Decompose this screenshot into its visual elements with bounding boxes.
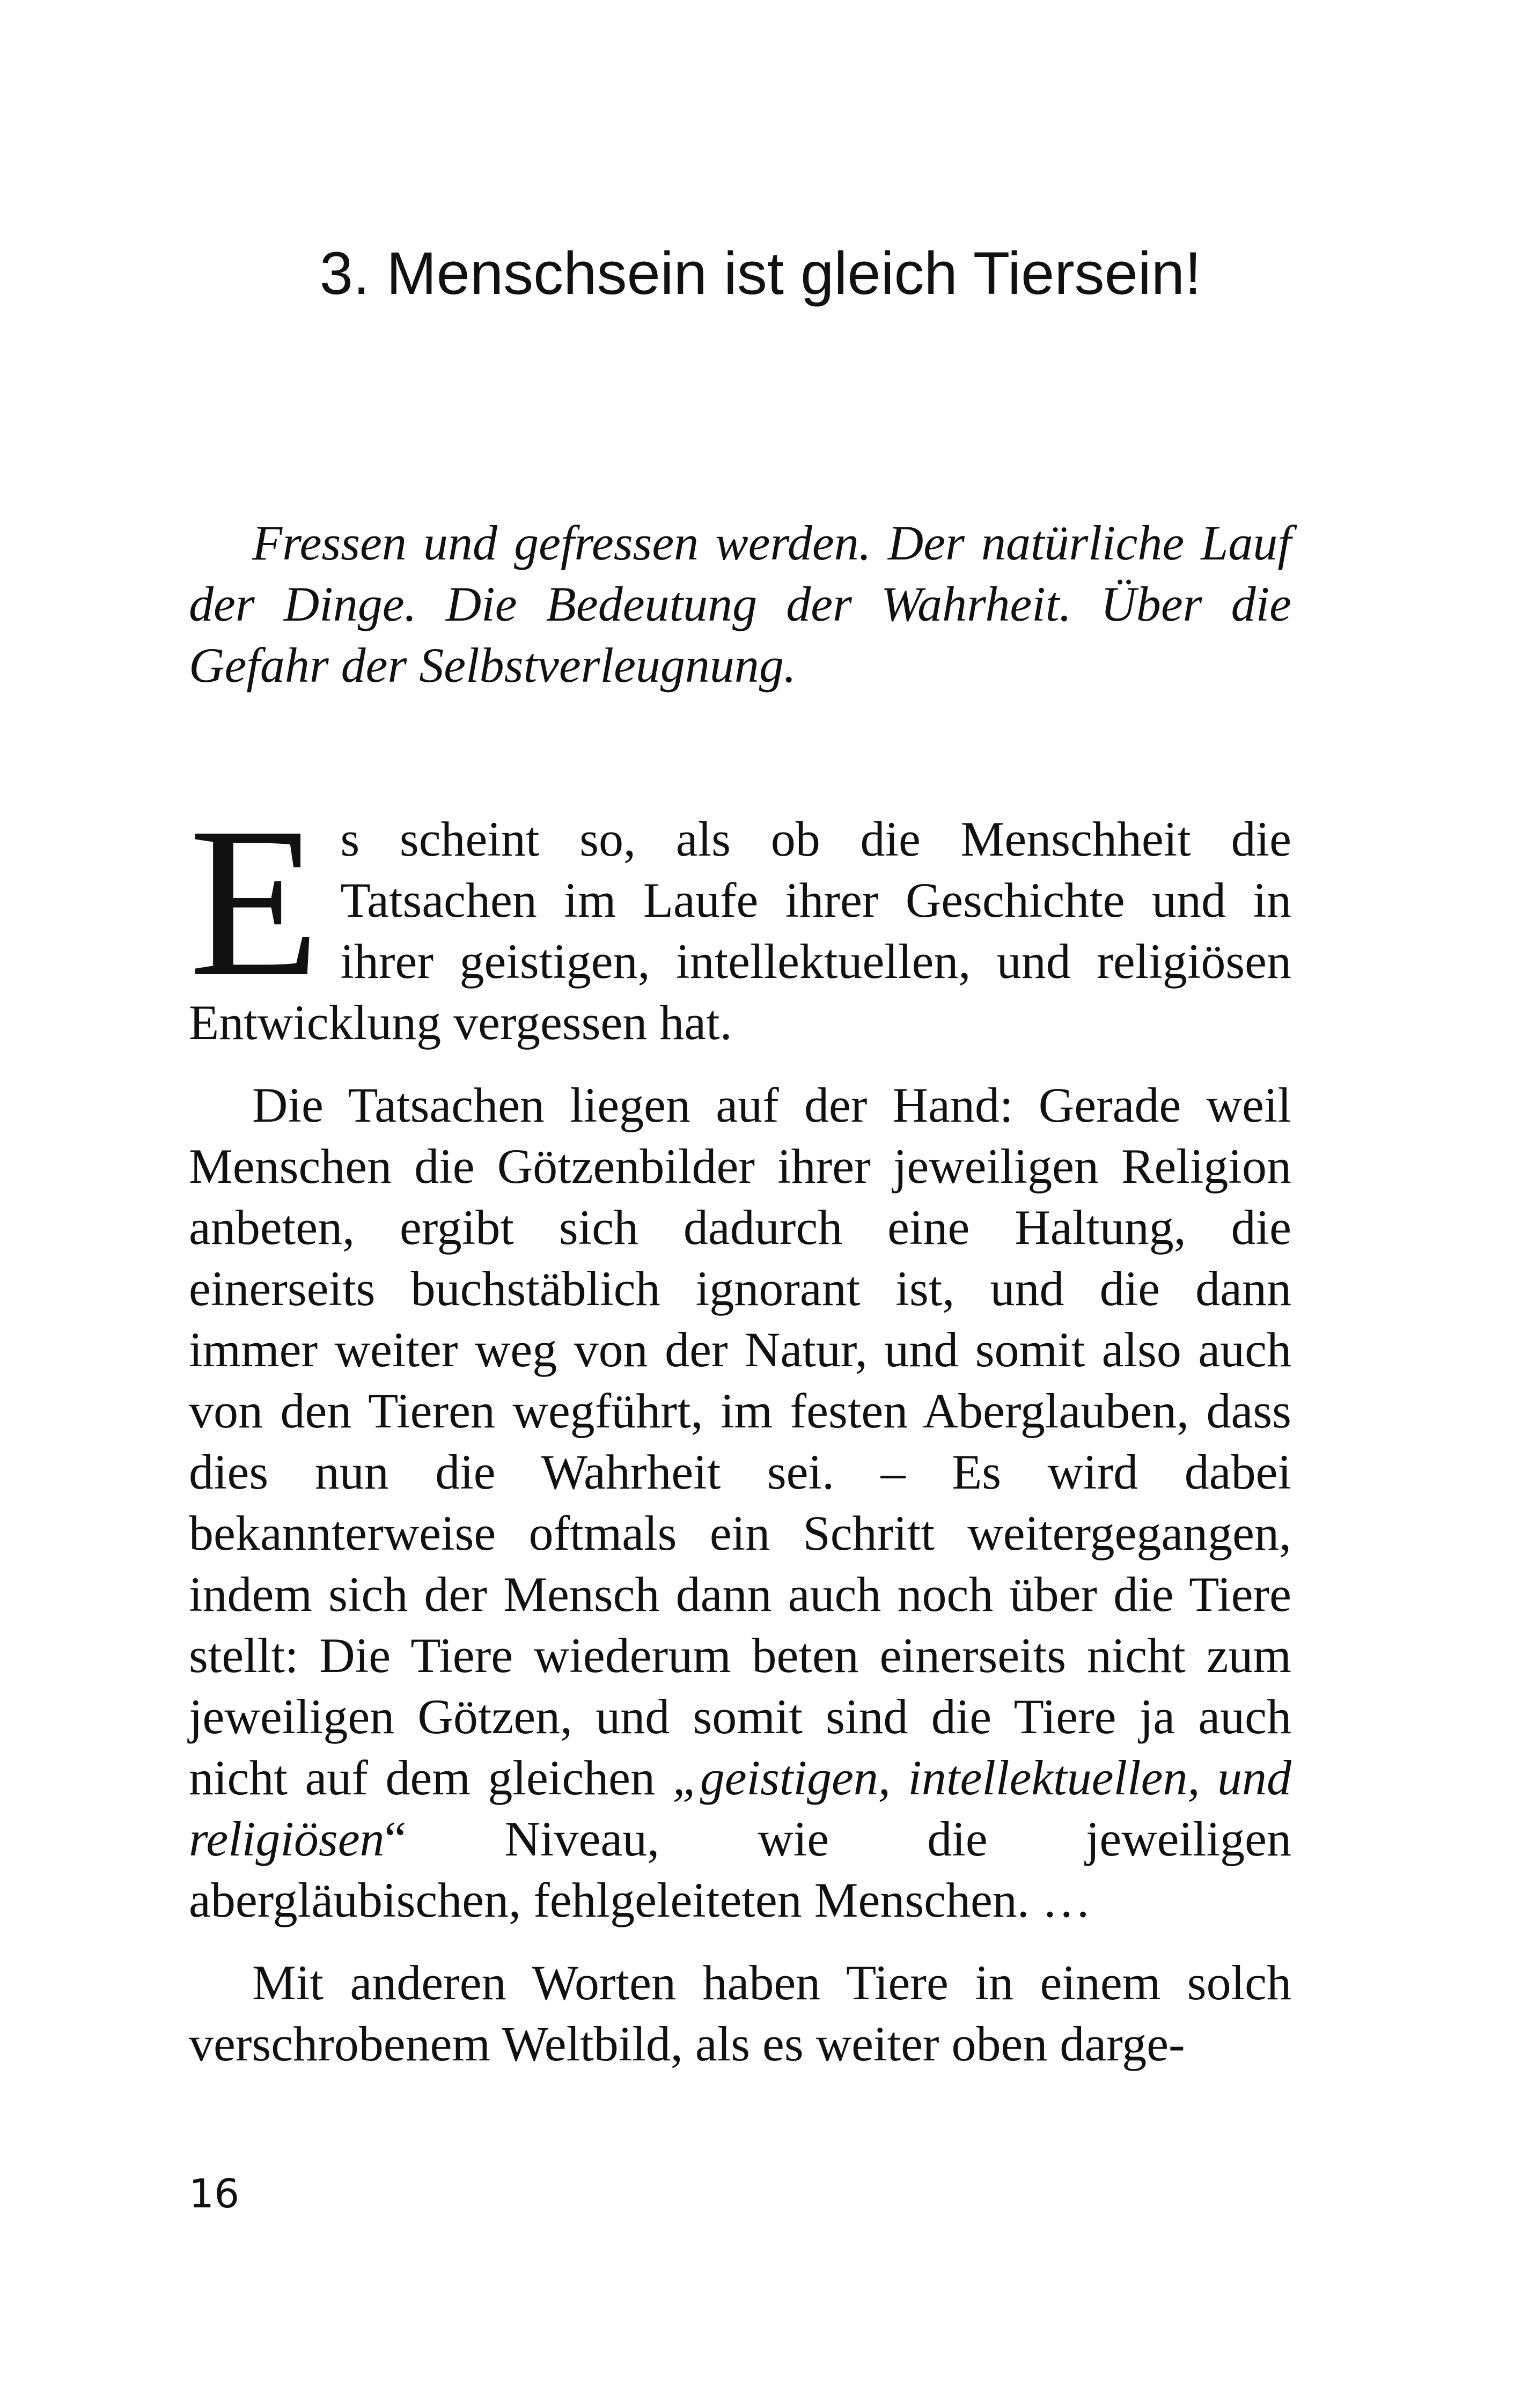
paragraph-2-emphasis: „geistigen, intellektuellen, und religiösen xyxy=(189,1750,1291,1866)
paragraph-2-text-before: Die Tatsachen liegen auf der Hand: Gerade weil Menschen die Götzenbilder ihrer jeweiligen Religion anbeten, ergibt sich dadurch eine Haltung, die einerseits buchstäblich ignorant ist, und die dann immer weiter weg von der Natur, und somit also auch von den Tieren wegführt, im festen Aberglauben, dass dies nun die Wahrheit sei. – Es wird dabei bekannterweise oftmals ein Schritt weitergegangen, indem sich der Mensch dann auch noch über die Tiere stellt: Die Tiere wiederum beten einerseits nicht zum jeweiligen Götzen, und somit sind die Tiere ja auch nicht auf dem gleichen xyxy=(189,1078,1291,1805)
paragraph-1 xyxy=(189,783,1291,1053)
paragraph-2 xyxy=(189,1074,1291,1931)
drop-cap-letter: E xyxy=(189,783,320,1021)
chapter-title: 3. Menschsein ist gleich Tiersein! xyxy=(319,240,1202,307)
paragraph-3: Mit anderen Worten haben Tiere in einem solch verschrobenem Weltbild, als es weiter oben darge- xyxy=(189,1955,1291,2071)
paragraph-2-text-after: “ Niveau, wie die jeweiligen abergläubischen, fehlgeleiteten Menschen. … xyxy=(189,1811,1291,1927)
page-content xyxy=(189,512,1291,2074)
page-number: 16 xyxy=(189,2171,240,2217)
paragraph-1-text: s scheint so, als ob die Menschheit die Tatsachen im Laufe ihrer Geschichte und in ihrer geistigen, intellektuellen, und religiösen Entwicklung vergessen hat. xyxy=(189,812,1291,1050)
chapter-summary: Fressen und gefressen werden. Der natürliche Lauf der Dinge. Die Bedeutung der Wahrheit. Über die Gefahr der Selbstverleugnung. xyxy=(189,516,1291,693)
